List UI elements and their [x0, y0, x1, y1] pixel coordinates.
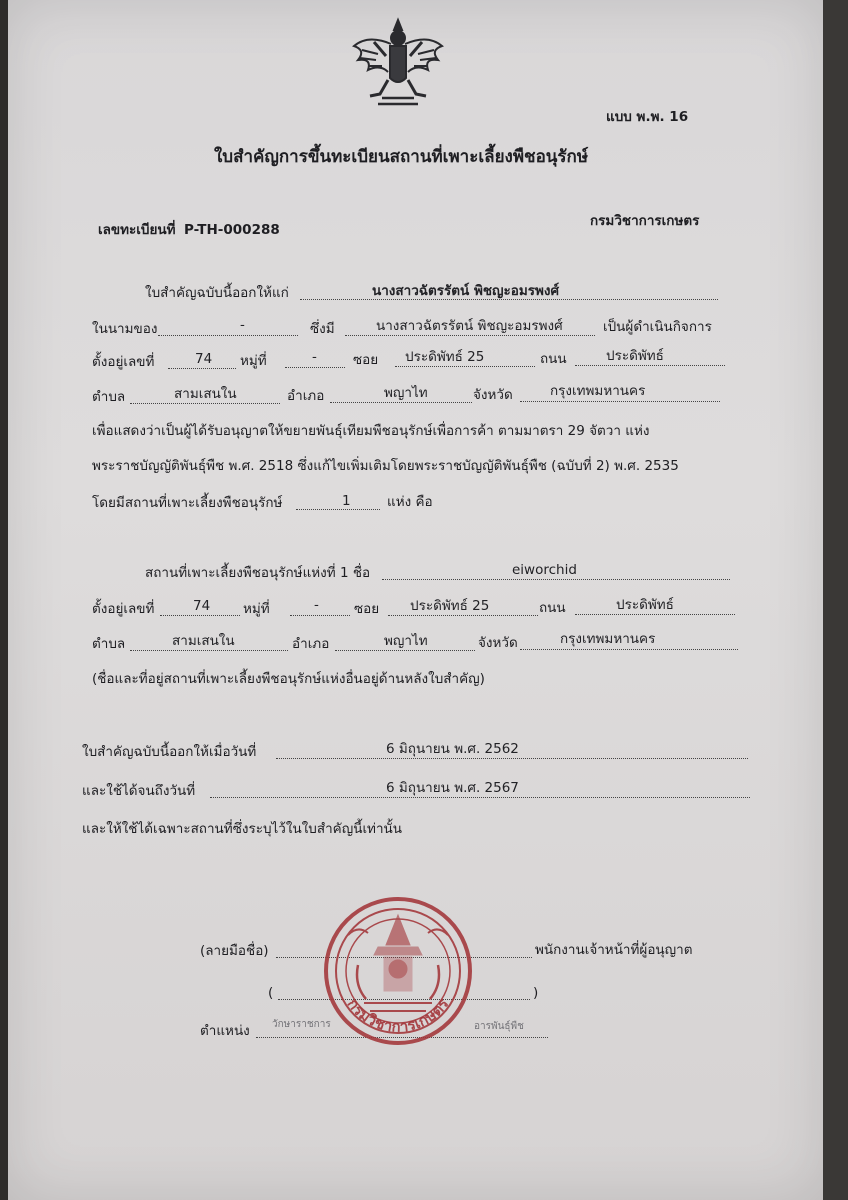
moo-line — [285, 367, 345, 368]
valid-until-label: และใช้ได้จนถึงวันที่ — [82, 783, 196, 799]
moo-label: หมู่ที่ — [240, 353, 267, 369]
issue-date-value: 6 มิถุนายน พ.ศ. 2562 — [386, 741, 519, 757]
issue-date-line — [276, 758, 748, 759]
site-count-suffix: แห่ง คือ — [387, 494, 433, 510]
which-line — [345, 335, 595, 336]
scope-note: และให้ใช้ได้เฉพาะสถานที่ซึ่งระบุไว้ในใบสำคัญนี้เท่านั้น — [82, 821, 402, 837]
site-moo-line — [290, 615, 350, 616]
site-house-no-label: ตั้งอยู่เลขที่ — [92, 601, 155, 617]
soi-line — [395, 366, 535, 367]
legal-text-line-2: พระราชบัญญัติพันธุ์พืช พ.ศ. 2518 ซึ่งแก้ไขเพิ่มเติมโดยพระราชบัญญัติพันธุ์พืช (ฉบับที่ 2) พ.ศ. 2535 — [92, 458, 679, 474]
site-soi-label: ซอย — [354, 601, 380, 617]
site-house-no-line — [160, 615, 240, 616]
operator-label: เป็นผู้ดำเนินกิจการ — [603, 319, 712, 335]
site-road-line — [575, 614, 735, 615]
site-count-value: 1 — [342, 493, 351, 509]
soi-label: ซอย — [353, 352, 379, 368]
other-sites-note: (ชื่อและที่อยู่สถานที่เพาะเลี้ยงพืชอนุรักษ์แห่งอื่นอยู่ด้านหลังใบสำคัญ) — [92, 671, 485, 687]
road-label: ถนน — [540, 351, 567, 367]
province-line — [520, 401, 720, 402]
site-amphoe-label: อำเภอ — [292, 636, 330, 652]
issued-to-name: นางสาวฉัตรรัตน์ พิชญะอมรพงศ์ — [372, 283, 560, 299]
form-code: แบบ พ.พ. 16 — [606, 109, 689, 125]
site-soi-value: ประดิพัทธ์ 25 — [410, 598, 490, 614]
position-value: วักษาราชการ — [272, 1019, 331, 1030]
which-value: นางสาวฉัตรรัตน์ พิชญะอมรพงศ์ — [376, 318, 563, 334]
site1-name: eiworchid — [512, 562, 577, 578]
certificate-title: ใบสำคัญการขึ้นทะเบียนสถานที่เพาะเลี้ยงพืชอนุรักษ์ — [214, 147, 589, 167]
site-province-value: กรุงเทพมหานคร — [560, 631, 656, 647]
house-no-line — [168, 368, 236, 369]
province-value: กรุงเทพมหานคร — [550, 383, 646, 399]
site-amphoe-value: พญาไท — [384, 633, 428, 649]
soi-value: ประดิพัทธ์ 25 — [405, 349, 485, 365]
site-province-label: จังหวัด — [478, 635, 518, 651]
on-behalf-value: - — [240, 317, 245, 333]
moo-value: - — [312, 349, 317, 365]
site-province-line — [520, 649, 738, 650]
house-no-label: ตั้งอยู่เลขที่ — [92, 354, 155, 370]
province-label: จังหวัด — [473, 387, 513, 403]
legal-text-line-1: เพื่อแสดงว่าเป็นผู้ได้รับอนุญาตให้ขยายพันธุ์เทียมพืชอนุรักษ์เพื่อการค้า ตามมาตรา 29 จัตวา แห่ง — [92, 423, 650, 439]
tambon-label: ตำบล — [92, 389, 126, 405]
site-count-label: โดยมีสถานที่เพาะเลี้ยงพืชอนุรักษ์ — [92, 495, 283, 511]
registration-label: เลขทะเบียนที่ — [98, 222, 176, 238]
road-value: ประดิพัทธ์ — [606, 348, 664, 364]
background-edge — [823, 0, 848, 1200]
site-tambon-value: สามเสนใน — [172, 633, 235, 649]
issue-date-label: ใบสำคัญฉบับนี้ออกให้เมื่อวันที่ — [82, 744, 257, 760]
site1-label: สถานที่เพาะเลี้ยงพืชอนุรักษ์แห่งที่ 1 ชื่อ — [145, 565, 371, 581]
site-moo-label: หมู่ที่ — [243, 601, 270, 617]
department-seal-stamp — [318, 895, 478, 1055]
site-count-line — [296, 509, 380, 510]
site-house-no-value: 74 — [193, 598, 211, 614]
valid-until-line — [210, 797, 750, 798]
stamp-text: กรมวิชาการเกษตร — [343, 995, 453, 1036]
site-road-value: ประดิพัทธ์ — [616, 597, 674, 613]
amphoe-value: พญาไท — [384, 385, 428, 401]
position-value-tail: อารพันธุ์พืช — [474, 1021, 524, 1032]
position-label: ตำแหน่ง — [200, 1023, 250, 1039]
open-paren: ( — [268, 985, 274, 1001]
site-amphoe-line — [335, 650, 475, 651]
house-no-value: 74 — [195, 351, 213, 367]
road-line — [575, 365, 725, 366]
tambon-value: สามเสนใน — [174, 386, 237, 402]
garuda-emblem — [348, 16, 448, 108]
signature-label: (ลายมือชื่อ) — [200, 943, 269, 959]
site-soi-line — [388, 615, 538, 616]
issued-to-label: ใบสำคัญฉบับนี้ออกให้แก่ — [145, 285, 289, 301]
which-label: ซึ่งมี — [310, 321, 335, 337]
site-tambon-label: ตำบล — [92, 636, 126, 652]
officer-label: พนักงานเจ้าหน้าที่ผู้อนุญาต — [535, 942, 693, 958]
tambon-line — [130, 403, 280, 404]
registration-number: P-TH-000288 — [184, 222, 280, 238]
department-header: กรมวิชาการเกษตร — [590, 213, 700, 229]
site-road-label: ถนน — [539, 600, 566, 616]
site-tambon-line — [130, 650, 288, 651]
valid-until-value: 6 มิถุนายน พ.ศ. 2567 — [386, 780, 519, 796]
amphoe-label: อำเภอ — [287, 388, 325, 404]
close-paren: ) — [533, 985, 539, 1001]
amphoe-line — [330, 402, 472, 403]
on-behalf-label: ในนามของ — [92, 321, 158, 337]
site-moo-value: - — [314, 597, 319, 613]
on-behalf-line — [158, 335, 298, 336]
site1-line — [382, 579, 730, 580]
